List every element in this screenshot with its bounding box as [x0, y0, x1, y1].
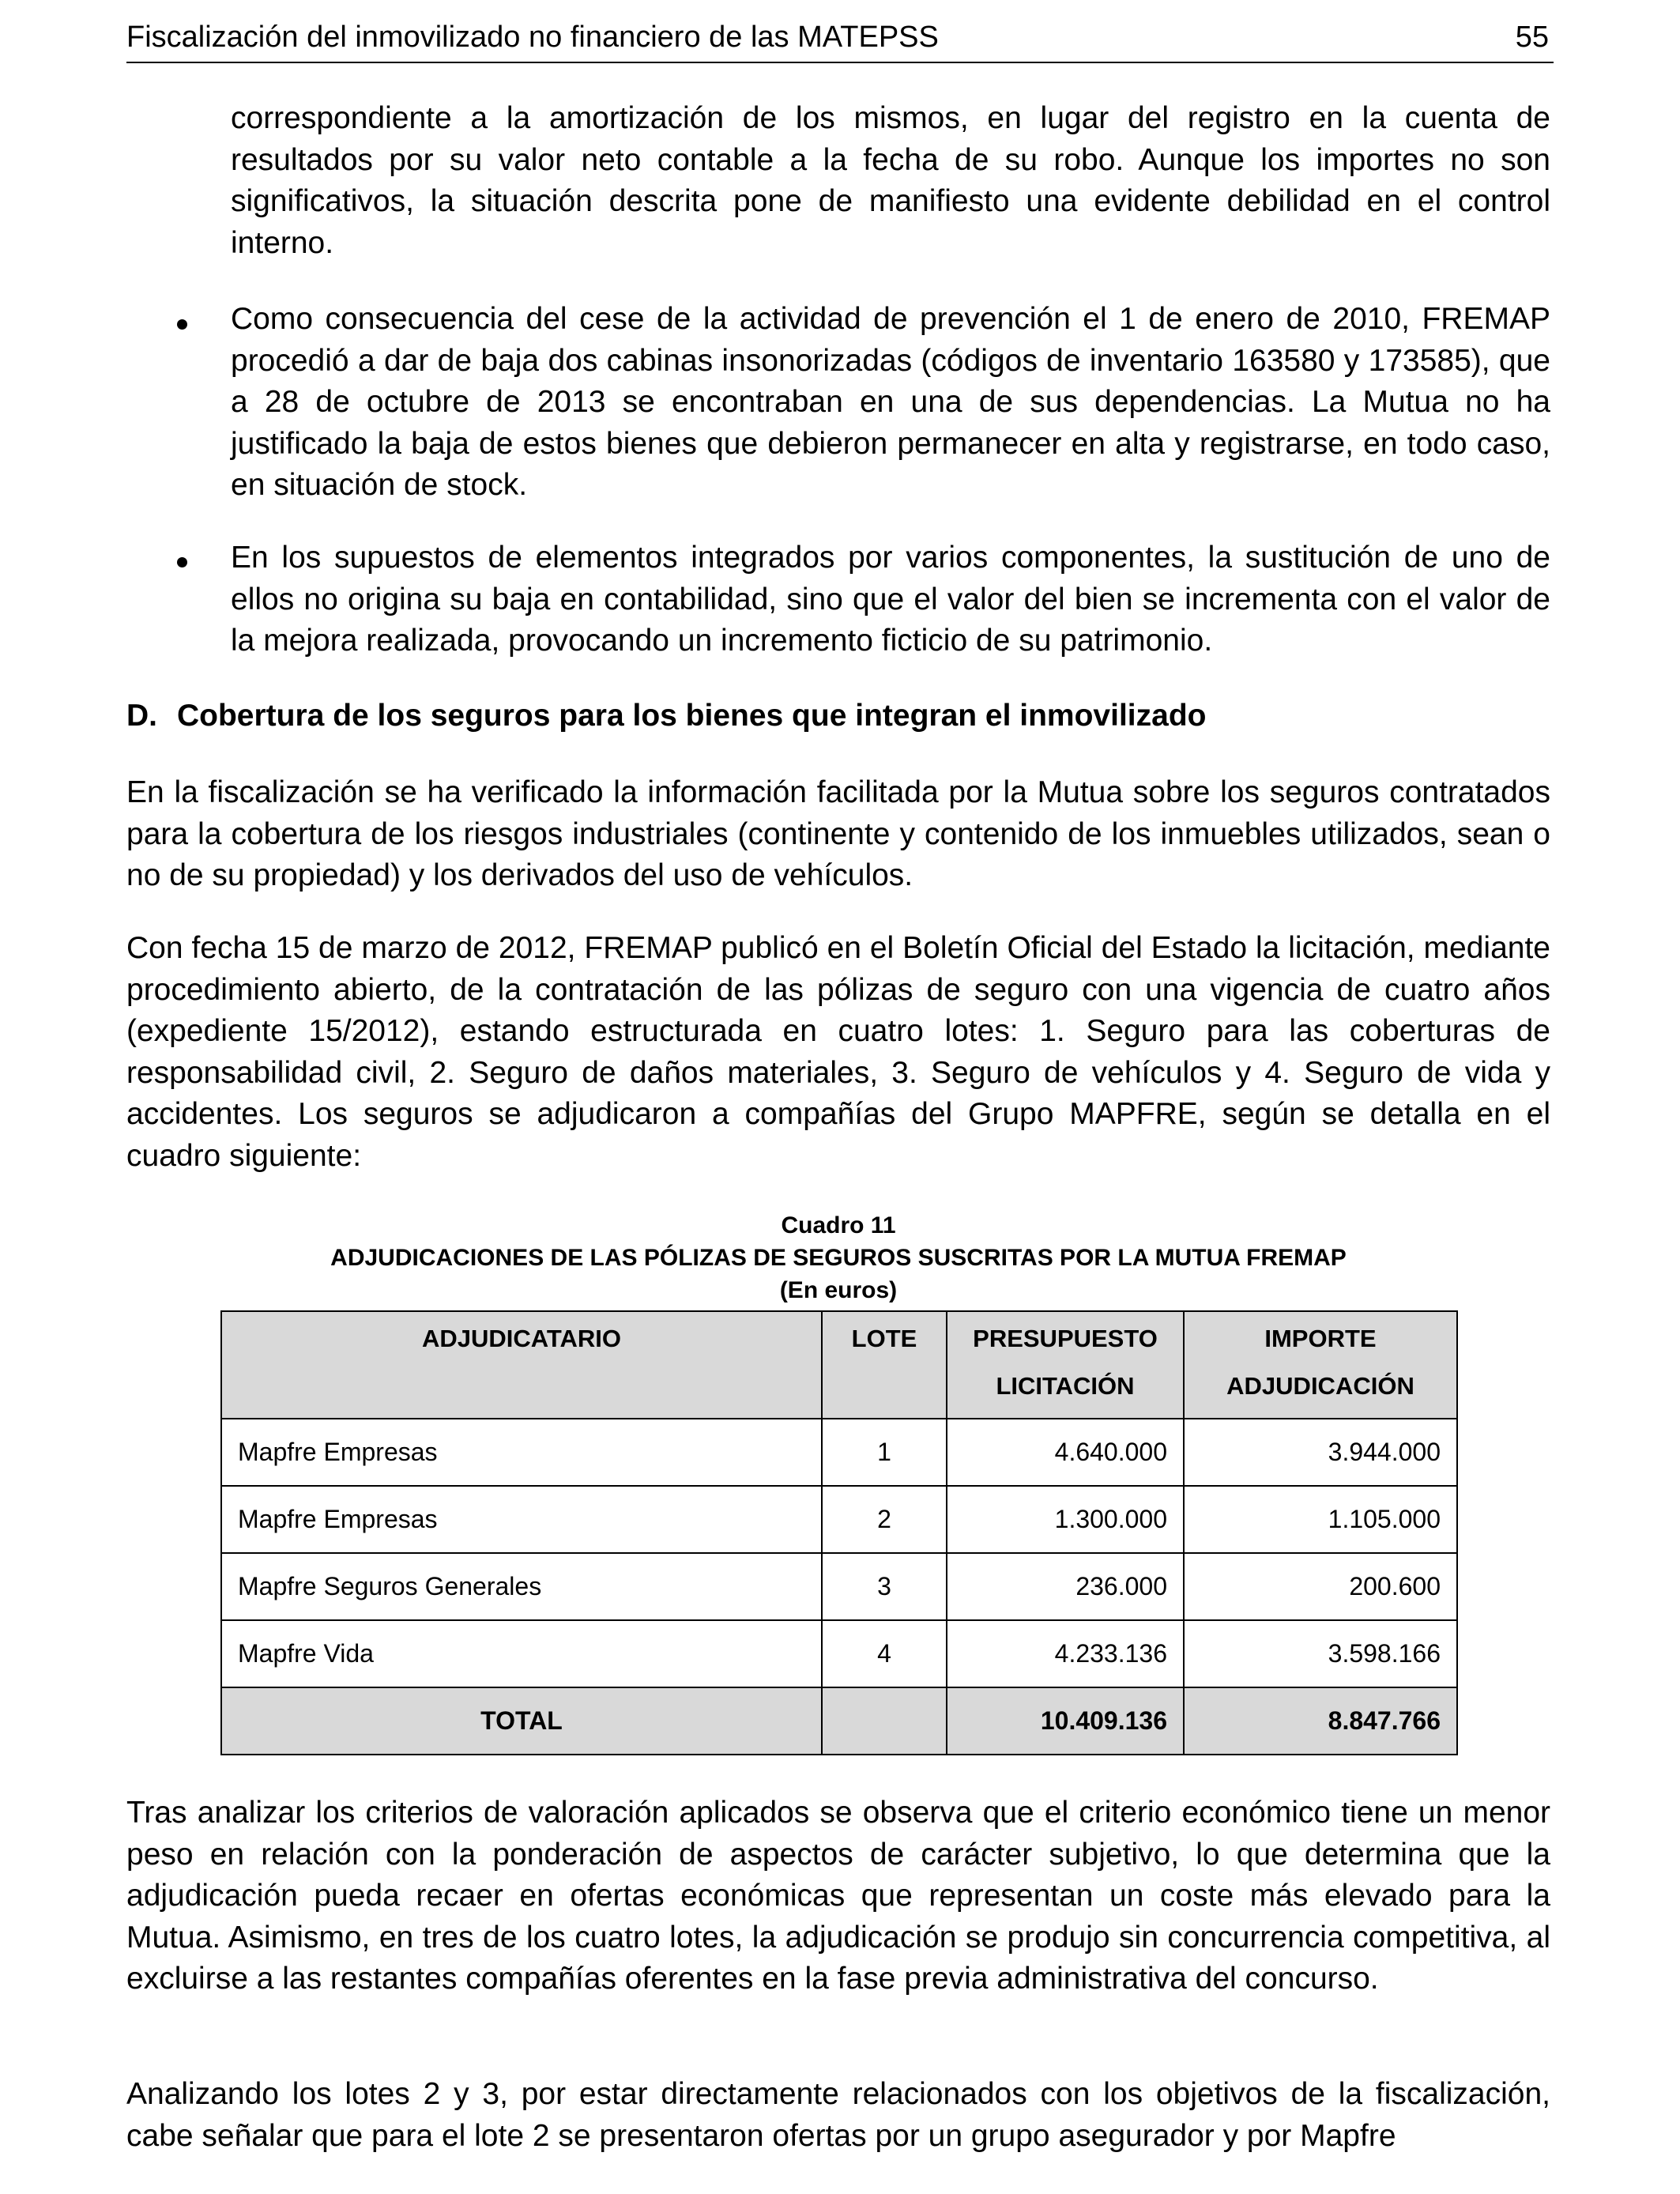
cell-presupuesto: 4.233.136: [947, 1620, 1184, 1687]
adjudicaciones-table: [220, 1310, 1458, 1755]
cell-presupuesto: 1.300.000: [947, 1486, 1184, 1553]
table-caption-number: Cuadro 11: [781, 1212, 896, 1238]
cell-adjudicatario: Mapfre Empresas: [221, 1419, 822, 1486]
table-row: [221, 1620, 1457, 1687]
cell-importe: 3.944.000: [1184, 1419, 1457, 1486]
total-lote-empty: [822, 1687, 947, 1755]
table-row: [221, 1419, 1457, 1486]
paragraph-verification: En la fiscalización se ha verificado la información facilitada por la Mutua sobre los seguros contratados para la cobertura de los riesgos industriales (continente y contenido de los inmuebles utilizados, sean o no de su propiedad) y los derivados del uso de vehículos.: [126, 775, 1550, 892]
header-presupuesto: PRESUPUESTO LICITACIÓN: [947, 1311, 1184, 1419]
header-adjudicatario: ADJUDICATARIO: [221, 1311, 822, 1419]
table-header-row: [221, 1311, 1457, 1419]
paragraph-licitacion: Con fecha 15 de marzo de 2012, FREMAP publicó en el Boletín Oficial del Estado la licitación, mediante procedimiento abierto, de la contratación de las pólizas de seguro con una vigencia de cuatro años (expediente 15/2012), estando estructurada en cuatro lotes: 1. Seguro para las coberturas de responsabilidad civil, 2. Seguro de daños materiales, 3. Seguro de vehículos y 4. Seguro de vida y accidentes. Los seguros se adjudicaron a compañías del Grupo MAPFRE, según se detalla en el cuadro siguiente:: [126, 931, 1550, 1173]
table-row: [221, 1486, 1457, 1553]
cell-adjudicatario: Mapfre Vida: [221, 1620, 822, 1687]
section-letter: D.: [126, 699, 157, 733]
cell-adjudicatario: Mapfre Seguros Generales: [221, 1553, 822, 1620]
paragraph-lotes: Analizando los lotes 2 y 3, por estar directamente relacionados con los objetivos de la fiscalización, cabe señalar que para el lote 2 se presentaron ofertas por un grupo asegurador y por Mapfre: [126, 2077, 1550, 2153]
cell-importe: 3.598.166: [1184, 1620, 1457, 1687]
bullet-item-2: En los supuestos de elementos integrados por varios componentes, la sustitución de uno de ellos no origina su baja en contabilidad, sino que el valor del bien se incrementa con el valor de la mejora realizada, provocando un incremento ficticio de su patrimonio.: [231, 541, 1550, 658]
cell-presupuesto: 236.000: [947, 1553, 1184, 1620]
page-number: 55: [1515, 21, 1549, 54]
cell-lote: 2: [822, 1486, 947, 1553]
section-heading: [126, 696, 1206, 737]
cell-lote: 4: [822, 1620, 947, 1687]
header-title: Fiscalización del inmovilizado no financiero de las MATEPSS: [126, 21, 939, 54]
bullet-dot-icon: [177, 557, 187, 567]
cell-presupuesto: 4.640.000: [947, 1419, 1184, 1486]
page-header: [126, 17, 1554, 63]
cell-adjudicatario: Mapfre Empresas: [221, 1486, 822, 1553]
cell-lote: 3: [822, 1553, 947, 1620]
table-caption-unit: (En euros): [779, 1277, 898, 1303]
bullet-dot-icon: [177, 319, 187, 330]
table-caption-title: ADJUDICACIONES DE LAS PÓLIZAS DE SEGUROS SUSCRITAS POR LA MUTUA FREMAP: [330, 1245, 1347, 1271]
header-lote: LOTE: [822, 1311, 947, 1419]
cell-importe: 1.105.000: [1184, 1486, 1457, 1553]
paragraph-criterios: Tras analizar los criterios de valoración aplicados se observa que el criterio económico tiene un menor peso en relación con la ponderación de aspectos de carácter subjetivo, lo que determina que la adjudicación pueda recaer en ofertas económicas que representan un coste más elevado para la Mutua. Asimismo, en tres de los cuatro lotes, la adjudicación se produjo sin concurrencia competitiva, al excluirse a las restantes compañías oferentes en la fase previa administrativa del concurso.: [126, 1796, 1550, 1996]
header-importe: IMPORTE ADJUDICACIÓN: [1184, 1311, 1457, 1419]
total-label: TOTAL: [221, 1687, 822, 1755]
bullet-item-1: Como consecuencia del cese de la actividad de prevención el 1 de enero de 2010, FREMAP procedió a dar de baja dos cabinas insonorizadas (códigos de inventario 163580 y 173585), que a 28 de octubre de 2013 se encontraban en una de sus dependencias. La Mutua no ha justificado la baja de estos bienes que debieron permanecer en alta y registrarse, en todo caso, en situación de stock.: [231, 302, 1550, 502]
total-importe: 8.847.766: [1184, 1687, 1457, 1755]
total-presupuesto: 10.409.136: [947, 1687, 1184, 1755]
cell-lote: 1: [822, 1419, 947, 1486]
table-total-row: [221, 1687, 1457, 1755]
table-row: [221, 1553, 1457, 1620]
section-title: Cobertura de los seguros para los bienes que integran el inmovilizado: [177, 699, 1207, 733]
paragraph-continuation: correspondiente a la amortización de los mismos, en lugar del registro en la cuenta de resultados por su valor neto contable a la fecha de su robo. Aunque los importes no son significativos, la situación descrita pone de manifiesto una evidente debilidad en el control interno.: [231, 101, 1550, 260]
cell-importe: 200.600: [1184, 1553, 1457, 1620]
